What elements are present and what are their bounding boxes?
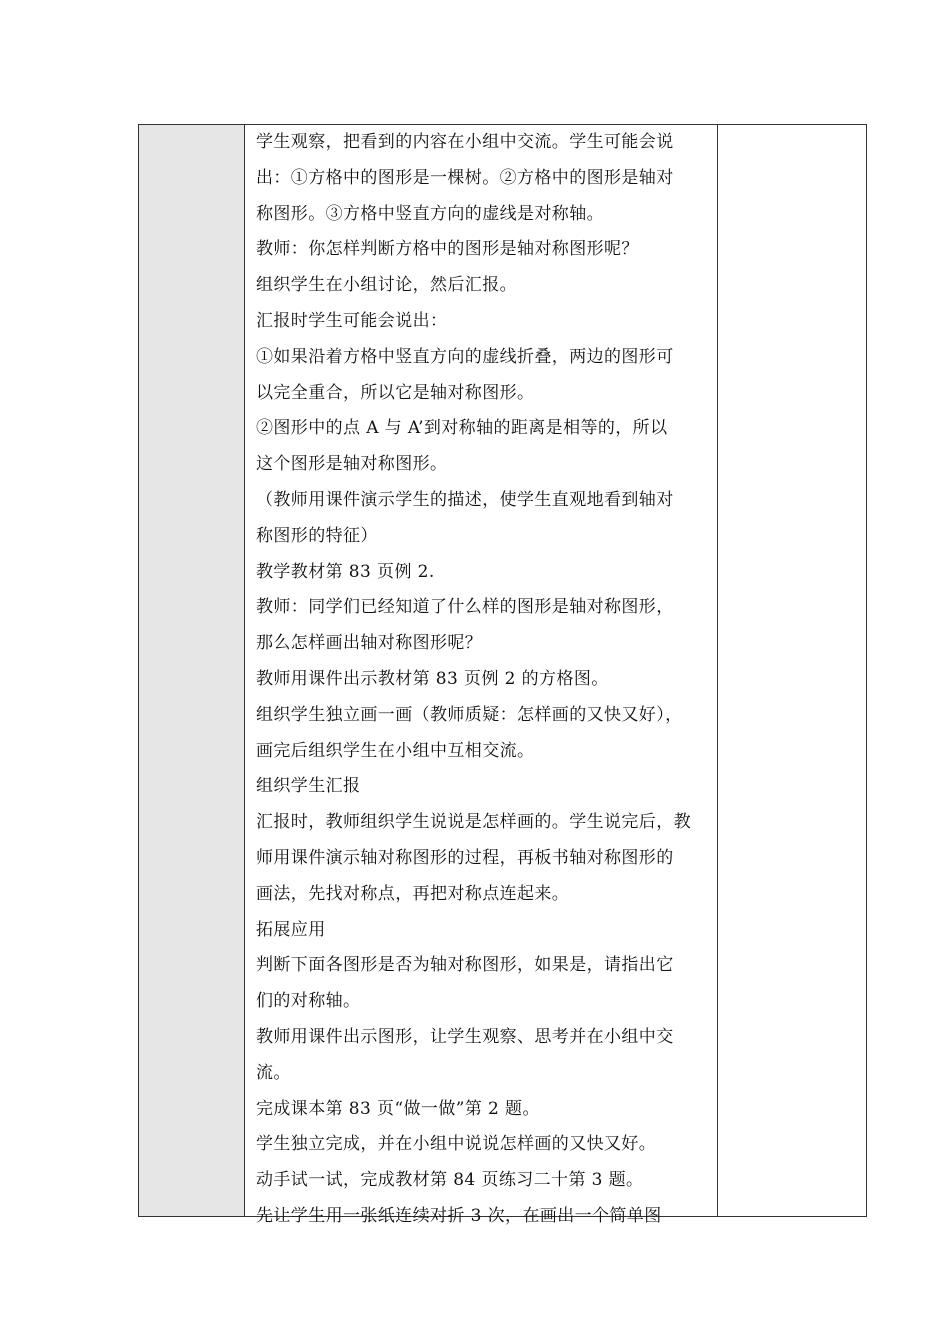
text-line: 判断下面各图形是否为轴对称图形，如果是，请指出它	[256, 955, 674, 976]
lesson-table	[138, 124, 867, 1226]
text-line: 拓展应用	[256, 919, 326, 940]
text-line: ②图形中的点 A 与 A’到对称轴的距离是相等的，所以	[256, 418, 668, 439]
text-line: 汇报时学生可能会说出：	[256, 310, 448, 331]
text-line: 组织学生独立画一画（教师质疑：怎样画的又快又好），	[256, 704, 683, 725]
table-content-column	[245, 125, 718, 1226]
text-line: 们的对称轴。	[256, 991, 361, 1012]
text-line: 完成课本第 83 页“做一做”第 2 题。	[256, 1098, 540, 1119]
text-line: 出：①方格中的图形是一棵树。②方格中的图形是轴对	[256, 167, 674, 188]
text-line: ①如果沿着方格中竖直方向的虚线折叠，两边的图形可	[256, 346, 674, 367]
text-line: 教师：同学们已经知道了什么样的图形是轴对称图形，	[256, 597, 674, 618]
text-line: 称图形的特征）	[256, 525, 378, 546]
table-right-column	[718, 125, 866, 1216]
text-line: 先让学生用一张纸连续对折 3 次，在画出一个简单图	[256, 1205, 662, 1226]
text-line: 这个图形是轴对称图形。	[256, 454, 448, 475]
text-line: 学生独立完成，并在小组中说说怎样画的又快又好。	[256, 1134, 657, 1155]
table-left-column	[139, 125, 245, 1216]
text-line: 组织学生在小组讨论，然后汇报。	[256, 275, 517, 296]
text-line: 称图形。③方格中竖直方向的虚线是对称轴。	[256, 203, 604, 224]
text-line: 画法，先找对称点，再把对称点连起来。	[256, 883, 570, 904]
text-line: 师用课件演示轴对称图形的过程，再板书轴对称图形的	[256, 847, 674, 868]
text-line: 教师用课件出示图形，让学生观察、思考并在小组中交	[256, 1026, 674, 1047]
text-line: 那么怎样画出轴对称图形呢？	[256, 633, 483, 654]
text-line: 教师：你怎样判断方格中的图形是轴对称图形呢？	[256, 239, 639, 260]
text-line: （教师用课件演示学生的描述，使学生直观地看到轴对	[256, 489, 674, 510]
text-line: 学生观察，把看到的内容在小组中交流。学生可能会说	[256, 132, 674, 152]
text-line: 画完后组织学生在小组中互相交流。	[256, 740, 535, 761]
text-line: 教师用课件出示教材第 83 页例 2 的方格图。	[256, 668, 609, 689]
text-line: 流。	[256, 1062, 291, 1083]
text-line: 教学教材第 83 页例 2.	[256, 561, 435, 582]
text-line: 组织学生汇报	[256, 776, 361, 797]
text-line: 以完全重合，所以它是轴对称图形。	[256, 382, 535, 403]
text-line: 汇报时，教师组织学生说说是怎样画的。学生说完后，教	[256, 812, 691, 833]
text-line: 动手试一试，完成教材第 84 页练习二十第 3 题。	[256, 1170, 644, 1191]
